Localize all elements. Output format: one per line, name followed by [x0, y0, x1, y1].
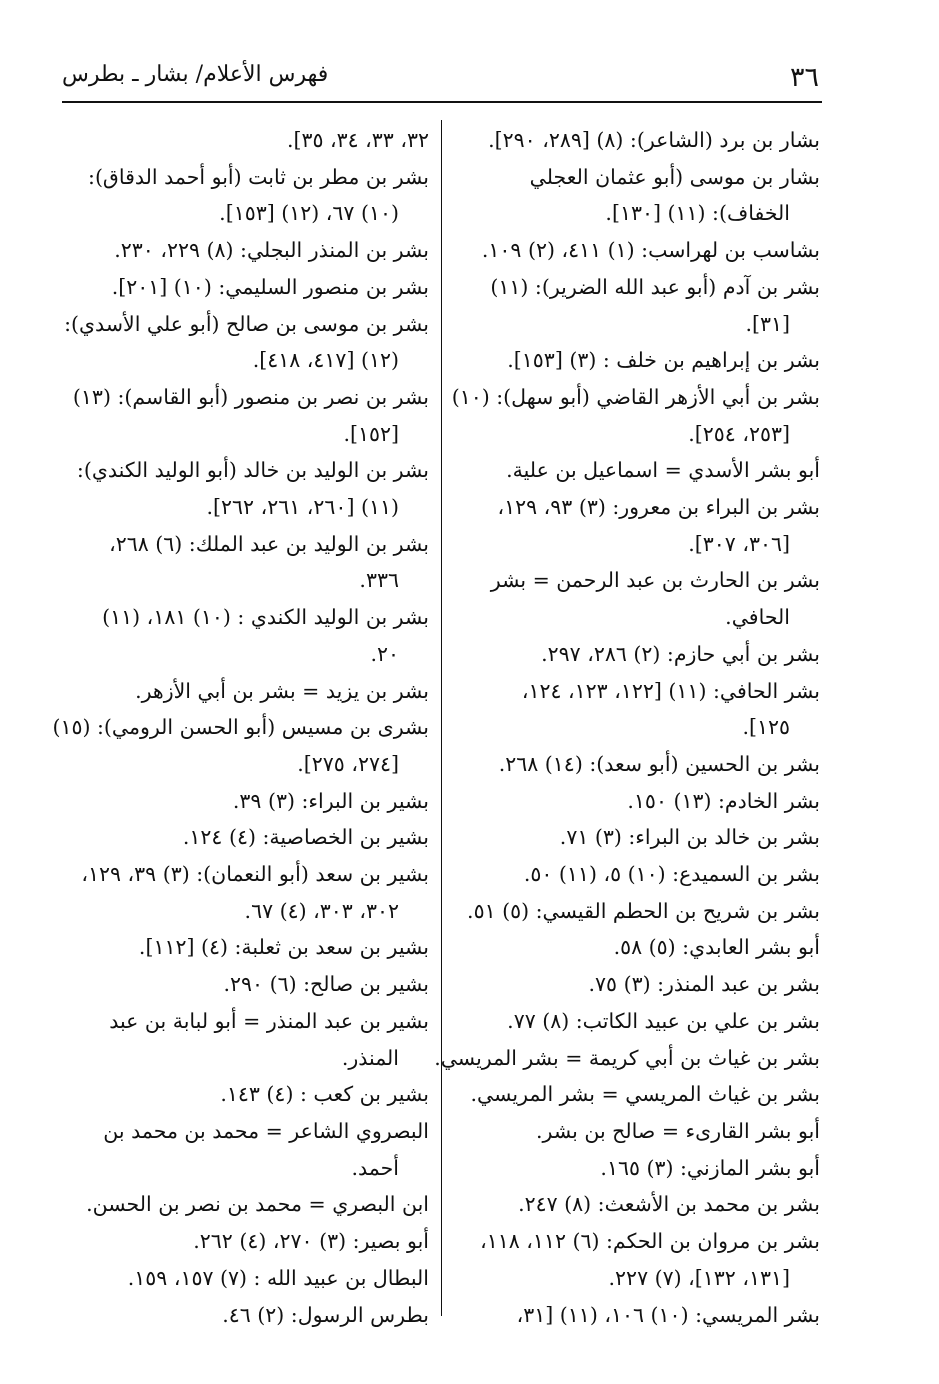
running-title: فهرس الأعلام/ بشار ـ بطرس [62, 62, 329, 87]
entry-line: بشير بن عبد المنذر = أبو لبابة بن عبد [109, 1008, 429, 1033]
entry-line: بطرس الرسول: (٢) ٤٦. [222, 1302, 429, 1327]
index-entry [62, 232, 429, 269]
index-entry [62, 599, 429, 672]
entry-line: بشر بن الحسين (أبو سعد): (١٤) ٢٦٨. [498, 751, 820, 776]
entry-continuation: أحمد. [351, 1155, 399, 1180]
entry-line: بشر بن الوليد بن عبد الملك: (٦) ٢٦٨، [109, 531, 429, 556]
index-entry [457, 893, 820, 930]
index-entry [457, 783, 820, 820]
entry-continuation: [٢٧٤، ٢٧٥]. [297, 751, 399, 776]
index-entry [457, 269, 820, 342]
index-entry [457, 819, 820, 856]
index-entry [62, 1003, 429, 1076]
entry-continuation: (١١) [٢٦٠، ٢٦١، ٢٦٢]. [206, 495, 399, 520]
entry-line: بشر الحافي: (١١) [١٢٢، ١٢٣، ١٢٤، [521, 678, 820, 703]
index-entry [457, 232, 820, 269]
entry-line: بشر بن مروان بن الحكم: (٦) ١١٢، ١١٨، [480, 1229, 820, 1254]
entry-line: بشر بن البراء بن معرور: (٣) ٩٣، ١٢٩، [497, 495, 820, 520]
index-entry [457, 452, 820, 489]
entry-line: بشر بن شريح بن الحطم القيسي: (٥) ٥١. [467, 898, 820, 923]
entry-line: بشير بن البراء: (٣) ٣٩. [232, 788, 429, 813]
index-entry [62, 783, 429, 820]
entry-line: بشرى بن مسيس (أبو الحسن الرومي): (١٥) [52, 715, 429, 740]
index-entry [457, 1150, 820, 1187]
entry-line: بشار بن موسى (أبو عثمان العجلي [529, 164, 820, 189]
entry-continuation: المنذر. [341, 1045, 399, 1070]
entry-continuation: [١٣١، ١٣٢]، (٧) ٢٢٧. [608, 1265, 790, 1290]
entry-line: بشير بن صالح: (٦) ٢٩٠. [223, 972, 429, 997]
entry-line: أبو بشر الأسدي = اسماعيل بن علية. [506, 458, 820, 483]
entry-line: بشر بن آدم (أبو عبد الله الضرير): (١١) [490, 274, 820, 299]
header-rule [62, 101, 822, 103]
index-entry [62, 1297, 429, 1334]
index-entry [457, 122, 820, 159]
index-entry [62, 673, 429, 710]
index-entry [62, 452, 429, 525]
index-column-right [434, 122, 820, 1333]
index-entry [457, 966, 820, 1003]
entry-line: بشار بن برد (الشاعر): (٨) [٢٨٩، ٢٩٠]. [488, 128, 820, 152]
index-entry [457, 1113, 820, 1150]
entry-continuation: الخفاف): (١١) [١٣٠]. [605, 201, 790, 226]
entry-line: بشر بن أبي حازم: (٢) ٢٨٦، ٢٩٧. [541, 641, 820, 666]
entry-continuation: ٢٠. [370, 641, 399, 666]
entry-line: البصروي الشاعر = محمد بن محمد بن [103, 1118, 429, 1143]
entry-continuation: (١٠) ٦٧، (١٢) [١٥٣]. [219, 201, 399, 226]
entry-line: بشير بن سعد (أبو النعمان): (٣) ٣٩، ١٢٩، [81, 862, 429, 887]
entry-line: بشير بن سعد بن ثعلبة: (٤) [١١٢]. [138, 935, 429, 960]
index-entry [62, 966, 429, 1003]
index-entry [62, 1113, 429, 1186]
index-entry [451, 379, 820, 452]
entry-line: بشر بن أبي الأزهر القاضي (أبو سهل): (١٠) [451, 384, 820, 409]
entry-continuation: (١٢) [٤١٧، ٤١٨]. [252, 348, 399, 373]
entry-line: بشر بن الحارث بن عبد الرحمن = بشر [490, 568, 820, 593]
entry-line: بشر الخادم: (١٣) ١٥٠. [627, 788, 820, 813]
index-entry [52, 709, 429, 782]
index-entry [62, 1076, 429, 1113]
index-entry [62, 526, 429, 599]
index-entry [457, 746, 820, 783]
index-entry [457, 1186, 820, 1223]
entry-line: أبو بشر القارىء = صالح بن بشر. [536, 1118, 820, 1143]
entry-line: ابن البصري = محمد بن نصر بن الحسن. [86, 1192, 429, 1217]
page-number: ٣٦ [789, 62, 819, 93]
entry-line: بشر بن علي بن عبيد الكاتب: (٨) ٧٧. [507, 1008, 820, 1033]
entry-line: بشر بن الوليد بن خالد (أبو الوليد الكندي): [76, 458, 429, 483]
index-entry [457, 856, 820, 893]
entry-line: ٣٢، ٣٣، ٣٤، ٣٥]. [286, 128, 429, 152]
index-entry [62, 1260, 429, 1297]
entry-line: بشر بن الوليد الكندي : (١٠) ١٨١، (١١) [102, 605, 429, 630]
index-entry [457, 673, 820, 746]
entry-continuation: [١٥٢]. [343, 421, 399, 446]
index-entry [62, 122, 429, 159]
entry-line: بشر بن منصور السليمي: (١٠) [٢٠١]. [111, 274, 429, 299]
column-divider [441, 120, 442, 1316]
entry-line: بشر بن السميدع: (١٠) ٥، (١١) ٥٠. [523, 862, 820, 887]
index-entry [457, 929, 820, 966]
index-entry [457, 342, 820, 379]
index-entry [62, 379, 429, 452]
index-entry [62, 819, 429, 856]
index-entry [457, 1223, 820, 1296]
entry-line: أبو بشر العابدي: (٥) ٥٨. [613, 935, 820, 960]
entry-line: بشر بن نصر بن منصور (أبو القاسم): (١٣) [72, 384, 429, 409]
entry-continuation: [٣١]. [745, 311, 790, 336]
entry-line: بشير بن كعب : (٤) ١٤٣. [220, 1082, 429, 1107]
index-entry [457, 562, 820, 635]
index-entry [434, 1040, 820, 1077]
index-entry [62, 929, 429, 966]
entry-line: بشر المريسي: (١٠) ١٠٦، (١١) [٣١، [516, 1302, 820, 1327]
entry-continuation: ٣٠٢، ٣٠٣، (٤) ٦٧. [244, 898, 399, 923]
index-entry [62, 1223, 429, 1260]
index-entry [62, 306, 429, 379]
entry-continuation: ٣٣٦. [359, 568, 399, 593]
entry-line: بشر بن إبراهيم بن خلف : (٣) [١٥٣]. [507, 348, 820, 373]
entry-line: بشر بن المنذر البجلي: (٨) ٢٢٩، ٢٣٠. [114, 238, 429, 263]
entry-line: بشير بن الخصاصية: (٤) ١٢٤. [182, 825, 429, 850]
entry-continuation: الحافي. [725, 605, 790, 630]
index-entry [62, 856, 429, 929]
index-entry [457, 1076, 820, 1113]
page-header [62, 58, 819, 102]
entry-continuation: ١٢٥]. [742, 715, 790, 740]
index-entry [457, 1297, 820, 1334]
entry-line: بشاسب بن لهراسب: (١) ٤١١، (٢) ١٠٩. [481, 238, 820, 263]
index-entry [457, 1003, 820, 1040]
index-entry [457, 489, 820, 562]
entry-line: بشر بن مطر بن ثابت (أبو أحمد الدقاق): [88, 164, 429, 189]
entry-line: بشر بن يزيد = بشر بن أبي الأزهر. [135, 678, 429, 703]
entry-line: أبو بشر المازني: (٣) ١٦٥. [600, 1155, 820, 1180]
index-entry [62, 159, 429, 232]
entry-line: البطال بن عبيد الله : (٧) ١٥٧، ١٥٩. [127, 1265, 429, 1290]
entry-continuation: [٣٠٦، ٣٠٧]. [688, 531, 790, 556]
entry-line: بشر بن غياث بن أبي كريمة = بشر المريسي. [434, 1045, 820, 1070]
entry-continuation: [٢٥٣، ٢٥٤]. [688, 421, 790, 446]
entry-line: بشر بن غياث المريسي = بشر المريسي. [470, 1082, 820, 1107]
index-entry [62, 269, 429, 306]
index-entry [457, 159, 820, 232]
entry-line: بشر بن محمد بن الأشعث: (٨) ٢٤٧. [518, 1192, 820, 1217]
entry-line: بشر بن عبد المنذر: (٣) ٧٥. [588, 972, 820, 997]
index-entry [457, 636, 820, 673]
entry-line: أبو بصير: (٣) ٢٧٠، (٤) ٢٦٢. [193, 1229, 429, 1254]
entry-line: بشر بن خالد بن البراء: (٣) ٧١. [559, 825, 820, 850]
index-entry [62, 1186, 429, 1223]
entry-line: بشر بن موسى بن صالح (أبو علي الأسدي): [64, 311, 429, 336]
index-column-left [52, 122, 429, 1333]
